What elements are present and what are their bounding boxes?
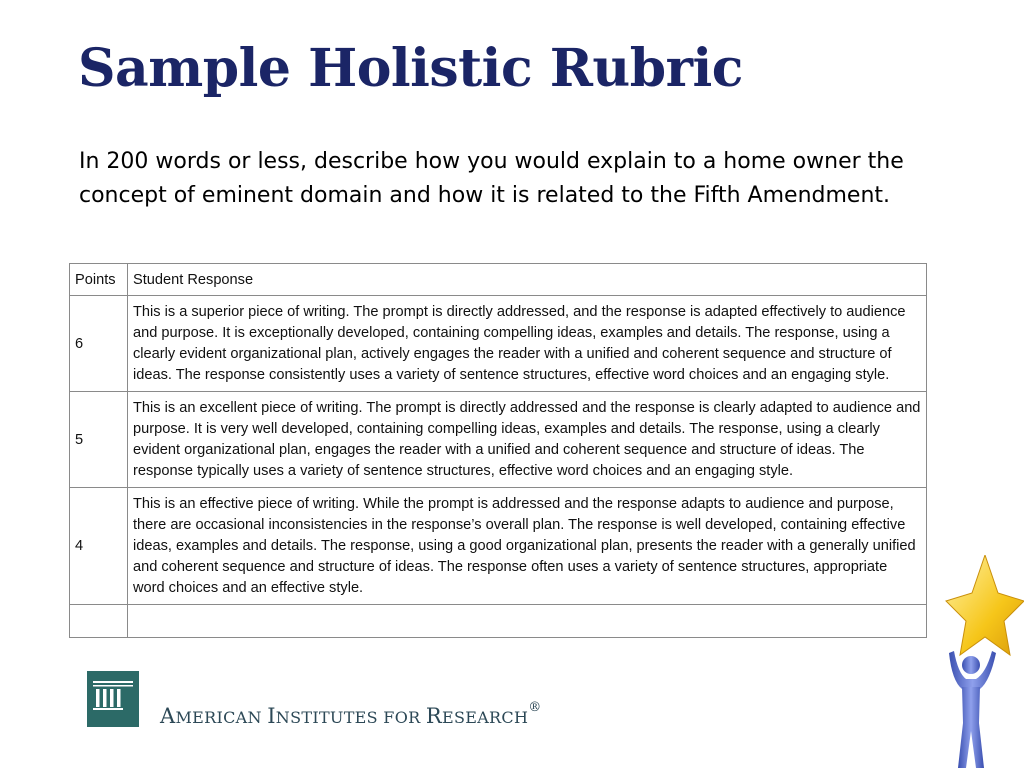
slide-title: Sample Holistic Rubric [78, 38, 743, 99]
air-logo-icon [87, 671, 139, 727]
rubric-table-container [69, 263, 929, 666]
registered-mark: ® [528, 700, 542, 715]
table-row [70, 296, 927, 392]
figure-body [958, 687, 984, 768]
org-initial-3: R [425, 704, 442, 728]
points-cell: 6 [70, 296, 128, 392]
star-icon [946, 555, 1024, 655]
points-cell: 5 [70, 392, 128, 488]
table-row [70, 392, 927, 488]
rubric-table [69, 263, 927, 638]
org-text-2: NSTITUTES FOR [275, 708, 426, 727]
table-row [70, 605, 927, 638]
response-cell: This is an effective piece of writing. While the prompt is addressed and the response adapts to audience and purpose, there are occasional inconsistencies in the response’s overall plan. The response is well developed, containing effective ideas, examples and details. The response, using a good organizational plan, presents the reader with a generally unified and coherent sequence and structure of ideas. The response often uses a variety of sentence structures, appropriate word choices and an effective style. [128, 488, 927, 605]
org-text-1: MERICAN [175, 708, 268, 727]
prompt-text: In 200 words or less, describe how you would explain to a home owner the concept of eminent domain and how it is related to the Fifth Amendment. [79, 149, 904, 208]
table-row [70, 488, 927, 605]
org-initial-1: A [160, 704, 176, 728]
org-initial-2: I [267, 704, 276, 728]
response-column-header: Student Response [128, 264, 927, 296]
organization-name [160, 700, 542, 728]
response-cell: This is a superior piece of writing. The prompt is directly addressed, and the response is adapted effectively to audience and purpose. It is exceptionally developed, containing compelling ideas, examples and details. The response, using a clearly evident organizational plan, actively engages the reader with a unified and coherent sequence and structure of ideas. The response consistently uses a variety of sentence structures, effective word choices and an engaging style. [128, 296, 927, 392]
response-cell-truncated [128, 605, 927, 638]
figure-head [962, 656, 980, 674]
org-text-3: ESEARCH [441, 708, 529, 727]
star-reaching-figure-icon [940, 555, 1024, 768]
points-cell: 4 [70, 488, 128, 605]
points-cell [70, 605, 128, 638]
response-cell: This is an excellent piece of writing. The prompt is directly addressed and the response is clearly adapted to audience and purpose. It is very well developed, containing compelling ideas, examples and details. The response, using a clearly evident organizational plan, engages the reader with a unified and coherent sequence and structure of ideas. The response typically uses a variety of sentence structures, effective word choices and an engaging style. [128, 392, 927, 488]
points-column-header: Points [70, 264, 128, 296]
table-header-row [70, 264, 927, 296]
